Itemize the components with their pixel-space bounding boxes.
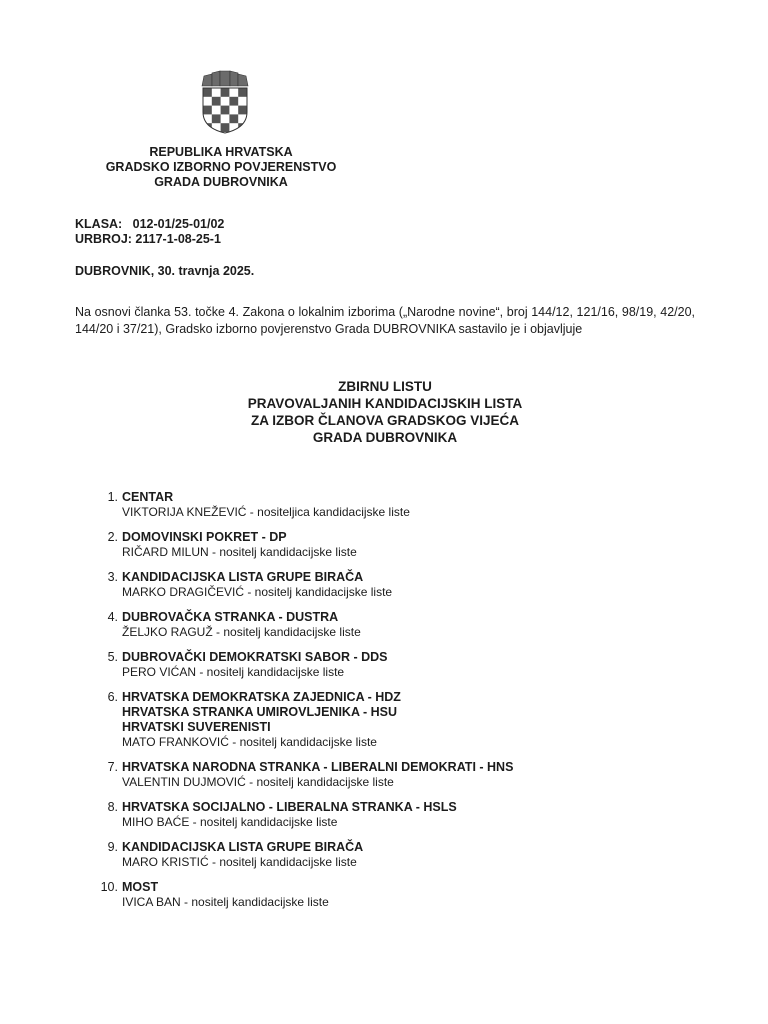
party-name: KANDIDACIJSKA LISTA GRUPE BIRAČA bbox=[122, 570, 364, 584]
party-name: DOMOVINSKI POKRET - DP bbox=[122, 530, 287, 544]
intro-paragraph: Na osnovi članka 53. točke 4. Zakona o lokalnim izborima („Narodne novine“, broj 144/12, 121/16, 98/19, 42/20, 144/20 i 37/21), Gradsko izborno povjerenstvo Grada DUBROVNIKA sastavilo je i objavljuje bbox=[75, 305, 695, 336]
party-name: CENTAR bbox=[122, 490, 174, 504]
list-item-number: 9. bbox=[107, 840, 118, 854]
party-name: DUBROVAČKI DEMOKRATSKI SABOR - DDS bbox=[122, 650, 388, 664]
list-item-number: 3. bbox=[107, 570, 118, 584]
title-line: PRAVOVALJANIH KANDIDACIJSKIH LISTA bbox=[247, 396, 523, 411]
list-holder: PERO VIĆAN - nositelj kandidacijske liste bbox=[122, 665, 345, 679]
title-line: ZBIRNU LISTU bbox=[338, 379, 432, 394]
coat-of-arms-icon bbox=[198, 68, 252, 134]
list-holder: VALENTIN DUJMOVIĆ - nositelj kandidacijske liste bbox=[122, 775, 394, 789]
list-item-number: 8. bbox=[107, 800, 118, 814]
party-name: HRVATSKA SOCIJALNO - LIBERALNA STRANKA - HSLS bbox=[122, 800, 457, 814]
list-item bbox=[80, 840, 640, 869]
list-item-number: 6. bbox=[107, 690, 118, 704]
list-item-number: 7. bbox=[107, 760, 118, 774]
list-item bbox=[80, 800, 640, 829]
party-name: KANDIDACIJSKA LISTA GRUPE BIRAČA bbox=[122, 840, 364, 854]
list-item bbox=[80, 610, 640, 639]
party-name: HRVATSKA DEMOKRATSKA ZAJEDNICA - HDZ bbox=[122, 690, 401, 704]
list-holder: IVICA BAN - nositelj kandidacijske liste bbox=[122, 895, 329, 909]
header-line: GRADA DUBROVNIKA bbox=[154, 175, 288, 189]
list-holder: MARKO DRAGIČEVIĆ - nositelj kandidacijske liste bbox=[122, 585, 393, 599]
list-item bbox=[80, 650, 640, 679]
title-line: GRADA DUBROVNIKA bbox=[312, 430, 458, 445]
list-item bbox=[80, 760, 640, 789]
klasa-line: KLASA: 012-01/25-01/02 bbox=[75, 217, 225, 231]
title-line: ZA IZBOR ČLANOVA GRADSKOG VIJEĆA bbox=[250, 413, 519, 428]
party-name: MOST bbox=[122, 880, 159, 894]
list-item-number: 10. bbox=[100, 880, 118, 894]
institution-header bbox=[96, 145, 346, 190]
party-name: HRVATSKA STRANKA UMIROVLJENIKA - HSU bbox=[122, 705, 398, 719]
party-name: DUBROVAČKA STRANKA - DUSTRA bbox=[122, 610, 339, 624]
list-item-number: 2. bbox=[107, 530, 118, 544]
list-holder: ŽELJKO RAGUŽ - nositelj kandidacijske liste bbox=[122, 625, 361, 639]
list-item bbox=[80, 490, 640, 519]
list-item bbox=[80, 570, 640, 599]
document-date: DUBROVNIK, 30. travnja 2025. bbox=[75, 264, 255, 278]
list-item-number: 5. bbox=[107, 650, 118, 664]
list-item bbox=[80, 690, 640, 749]
party-name: HRVATSKI SUVERENISTI bbox=[122, 720, 271, 734]
party-name: HRVATSKA NARODNA STRANKA - LIBERALNI DEMOKRATI - HNS bbox=[122, 760, 514, 774]
list-holder: MARO KRISTIĆ - nositelj kandidacijske liste bbox=[122, 855, 357, 869]
list-holder: VIKTORIJA KNEŽEVIĆ - nositeljica kandidacijske liste bbox=[122, 505, 410, 519]
list-item bbox=[80, 530, 640, 559]
header-line: GRADSKO IZBORNO POVJERENSTVO bbox=[105, 160, 337, 174]
list-item-number: 1. bbox=[107, 490, 118, 504]
candidate-lists bbox=[80, 490, 640, 920]
urbroj-line: URBROJ: 2117-1-08-25-1 bbox=[75, 232, 221, 246]
document-reference bbox=[75, 217, 224, 247]
list-item bbox=[80, 880, 640, 909]
list-holder: RIČARD MILUN - nositelj kandidacijske liste bbox=[122, 545, 357, 559]
header-line: REPUBLIKA HRVATSKA bbox=[149, 145, 293, 159]
list-item-number: 4. bbox=[107, 610, 118, 624]
list-holder: MATO FRANKOVIĆ - nositelj kandidacijske liste bbox=[122, 735, 377, 749]
document-title bbox=[180, 378, 590, 446]
list-holder: MIHO BAĆE - nositelj kandidacijske liste bbox=[122, 815, 338, 829]
